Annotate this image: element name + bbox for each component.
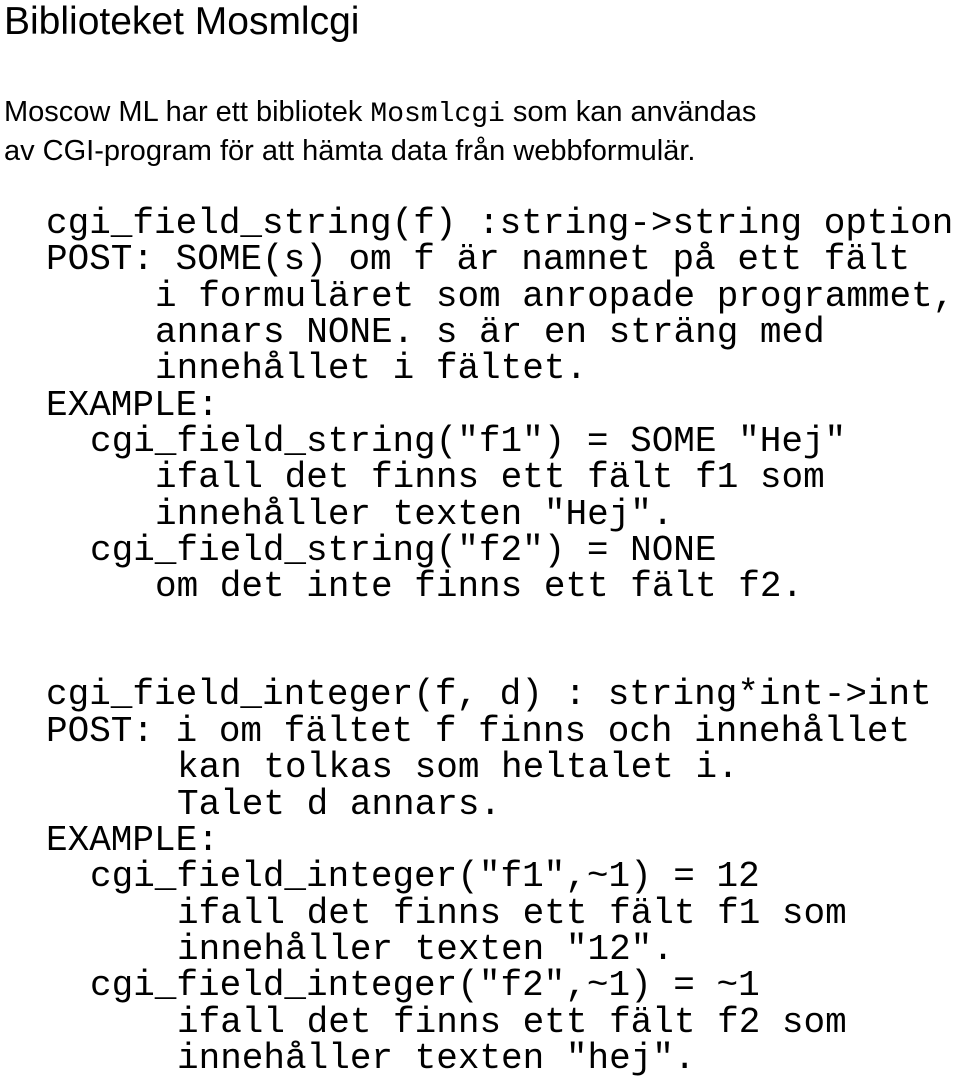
integer-post-line: kan tolkas som heltalet i. bbox=[177, 747, 739, 788]
integer-example-line: cgi_field_integer("f2",~1) = ~1 bbox=[90, 965, 760, 1006]
integer-example-line: innehåller texten "12". bbox=[177, 929, 674, 970]
integer-post-line: Talet d annars. bbox=[177, 784, 502, 825]
intro-paragraph bbox=[4, 94, 756, 169]
integer-function-signature: cgi_field_integer(f, d) : string*int->int bbox=[46, 674, 932, 715]
string-post-line: POST: SOME(s) om f är namnet på ett fält bbox=[46, 239, 911, 280]
library-name: Mosmlcgi bbox=[370, 99, 505, 130]
intro-text-start: Moscow ML har ett bibliotek bbox=[4, 96, 371, 128]
integer-example-line: ifall det finns ett fält f1 som bbox=[177, 893, 847, 934]
string-example-line: innehåller texten "Hej". bbox=[155, 494, 674, 535]
page-title: Biblioteket Mosmlcgi bbox=[4, 0, 360, 43]
integer-example-line: ifall det finns ett fält f2 som bbox=[177, 1002, 847, 1043]
string-example-line: cgi_field_string("f2") = NONE bbox=[90, 530, 717, 571]
integer-example-label: EXAMPLE: bbox=[46, 820, 219, 861]
integer-example-line: innehåller texten "hej". bbox=[177, 1038, 696, 1079]
integer-example-line: cgi_field_integer("f1",~1) = 12 bbox=[90, 856, 760, 897]
intro-text-end: som kan användas bbox=[504, 96, 757, 128]
string-example-line: om det inte finns ett fält f2. bbox=[155, 566, 804, 607]
intro-line-1 bbox=[4, 94, 756, 133]
string-example-line: cgi_field_string("f1") = SOME "Hej" bbox=[90, 421, 847, 462]
string-example-line: ifall det finns ett fält f1 som bbox=[155, 457, 825, 498]
intro-line-2: av CGI-program för att hämta data från webbformulär. bbox=[4, 135, 696, 167]
string-post-line: annars NONE. s är en sträng med bbox=[155, 312, 825, 353]
integer-post-line: POST: i om fältet f finns och innehållet bbox=[46, 711, 911, 752]
string-example-label: EXAMPLE: bbox=[46, 385, 219, 426]
string-function-signature: cgi_field_string(f) :string->string option bbox=[46, 203, 954, 244]
string-post-line: innehållet i fältet. bbox=[155, 348, 588, 389]
string-post-line: i formuläret som anropade programmet, bbox=[155, 276, 955, 317]
